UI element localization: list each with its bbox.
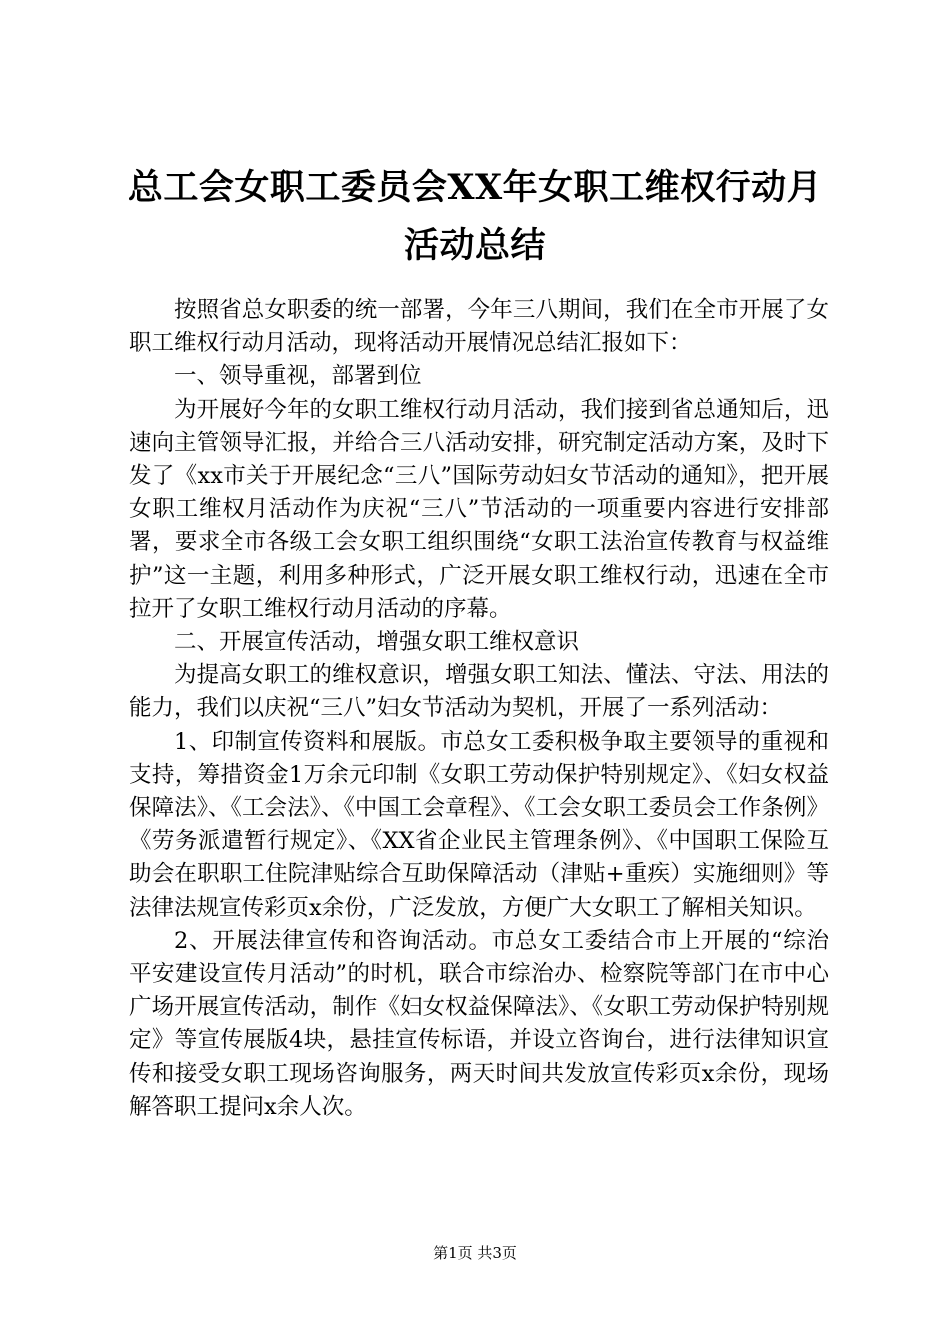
document-body [129, 294, 829, 1124]
section-heading-1: 一、领导重视，部署到位 [174, 363, 422, 390]
section-1-paragraph: 为开展好今年的女职工维权行动月活动，我们接到省总通知后，迅速向主管领导汇报，并给合三八活动安排，研究制定活动方案，及时下发了《xx市关于开展纪念“三八”国际劳动妇女节活动的通知》，把开展女职工维权月活动作为庆祝“三八”节活动的一项重要内容进行安排部署，要求全市各级工会女职工组织围绕“女职工法治宣传教育与权益维护”这一主题，利用多种形式，广泛开展女职工维权行动，迅速在全市拉开了女职工维权行动月活动的序幕。 [129, 396, 829, 622]
document-title-line2: 活动总结 [403, 225, 546, 266]
section-2-paragraph: 为提高女职工的维权意识，增强女职工知法、懂法、守法、用法的能力，我们以庆祝“三八”妇女节活动为契机，开展了一系列活动： [129, 662, 829, 722]
item-2-paragraph: 2、开展法律宣传和咨询活动。市总女工委结合市上开展的“综治平安建设宣传月活动”的时机，联合市综治办、检察院等部门在市中心广场开展宣传活动，制作《妇女权益保障法》、《女职工劳动保护特别规定》等宣传展版4块，悬挂宣传标语，并设立咨询台，进行法律知识宣传和接受女职工现场咨询服务，两天时间共发放宣传彩页x余份，现场解答职工提问x余人次。 [129, 927, 829, 1120]
page-footer: 第1页 共3页 [433, 1244, 517, 1262]
item-1-paragraph: 1、印制宣传资料和展版。市总女工委积极争取主要领导的重视和支持，筹措资金1万余元印制《女职工劳动保护特别规定》、《妇女权益保障法》、《工会法》、《中国工会章程》、《工会女职工委员会工作条例》《劳务派遣暂行规定》、《XX省企业民主管理条例》、《中国职工保险互助会在职职工住院津贴综合互助保障活动（津贴+重疾）实施细则》等法律法规宣传彩页x余份，广泛发放，方便广大女职工了解相关知识。 [129, 728, 829, 921]
intro-paragraph: 按照省总女职委的统一部署，今年三八期间，我们在全市开展了女职工维权行动月活动，现将活动开展情况总结汇报如下： [129, 297, 829, 357]
document-title-line1: 总工会女职工委员会XX年女职工维权行动月 [127, 167, 823, 208]
section-heading-2: 二、开展宣传活动，增强女职工维权意识 [174, 629, 580, 656]
